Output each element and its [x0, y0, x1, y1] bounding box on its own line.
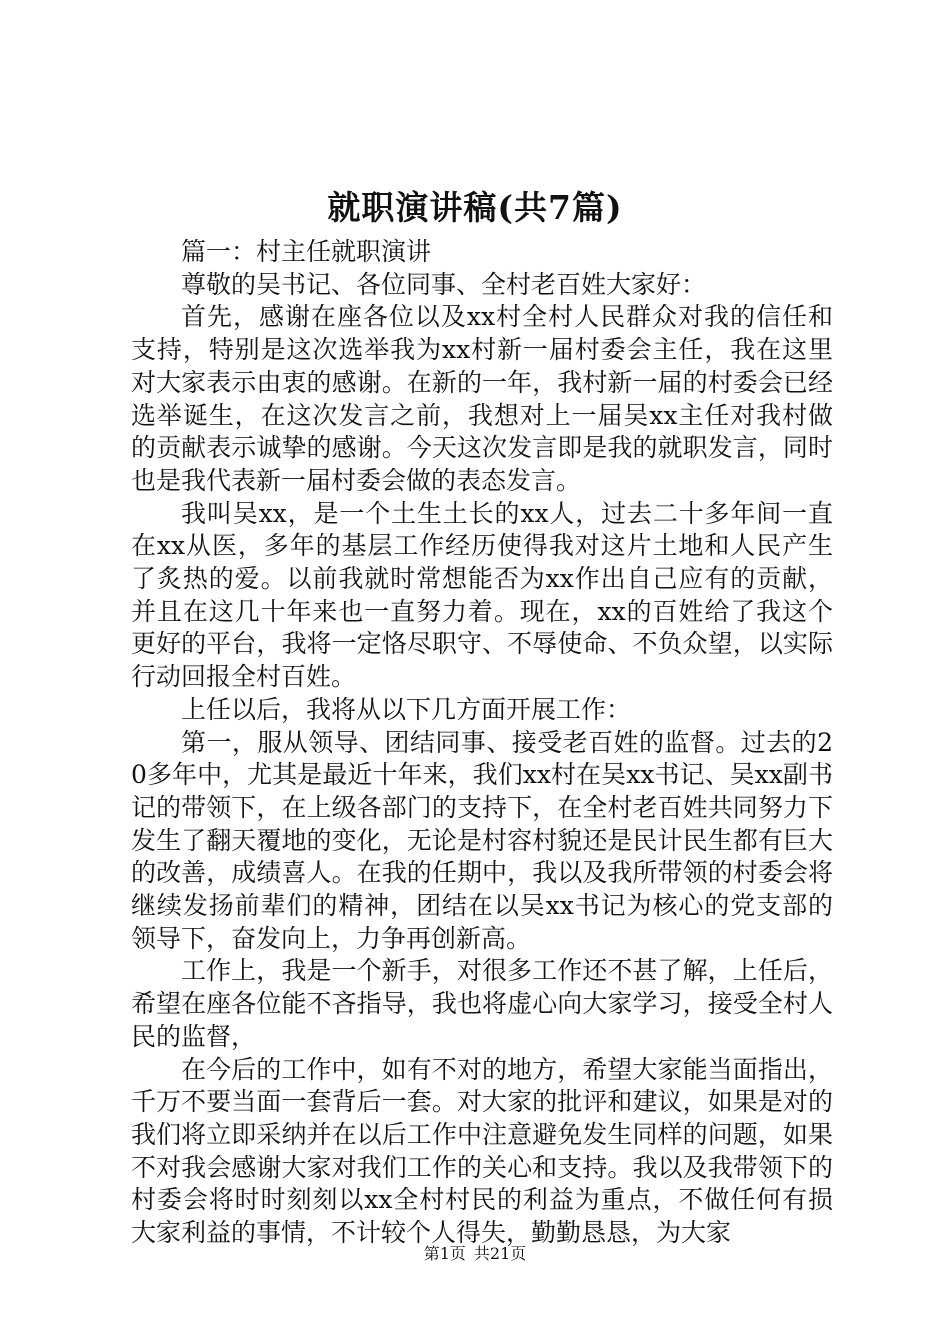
page-footer [0, 1243, 950, 1265]
body-paragraph: 上任以后，我将从以下几方面开展工作： [181, 694, 632, 724]
page-total: 共21页 [473, 1244, 527, 1263]
body-paragraph: 我叫吴xx，是一个土生土长的xx人，过去二十多年间一直在xx从医，多年的基层工作经历使得我对这片土地和人民产生了炙热的爱。以前我就时常想能否为xx作出自己应有的贡献，并且在这几十年来也一直努力着。现在，xx的百姓给了我这个更好的平台，我将一定恪尽职守、不辱使命、不负众望，以实际行动回报全村百姓。 [131, 498, 833, 692]
body-paragraph: 首先，感谢在座各位以及xx村全村人民群众对我的信任和支持，特别是这次选举我为xx村新一届村委会主任，我在这里对大家表示由衷的感谢。在新的一年，我村新一届的村委会已经选举诞生，在这次发言之前，我想对上一届吴xx主任对我村做的贡献表示诚挚的感谢。今天这次发言即是我的就职发言，同时也是我代表新一届村委会做的表态发言。 [131, 302, 833, 495]
document-body [131, 236, 833, 1250]
body-paragraph: 工作上，我是一个新手，对很多工作还不甚了解，上任后，希望在座各位能不吝指导，我也将虚心向大家学习，接受全村人民的监督， [131, 956, 833, 1051]
salutation: 尊敬的吴书记、各位同事、全村老百姓大家好： [181, 269, 707, 299]
body-paragraph: 第一，服从领导、团结同事、接受老百姓的监督。过去的20多年中，尤其是最近十年来，我们xx村在吴xx书记、吴xx副书记的带领下，在上级各部门的支持下，在全村老百姓共同努力下发生了翻天覆地的变化，无论是村容村貌还是民计民生都有巨大的改善，成绩喜人。在我的任期中，我以及我所带领的村委会将继续发扬前辈们的精神，团结在以吴xx书记为核心的党支部的领导下，奋发向上，力争再创新高。 [131, 727, 833, 953]
body-paragraph: 在今后的工作中，如有不对的地方，希望大家能当面指出，千万不要当面一套背后一套。对大家的批评和建议，如果是对的我们将立即采纳并在以后工作中注意避免发生同样的问题，如果不对我会感谢大家对我们工作的关心和支持。我以及我带领下的村委会将时时刻刻以xx全村村民的利益为重点，不做任何有损大家利益的事情，不计较个人得失，勤勤恳恳，为大家 [131, 1054, 833, 1248]
document-title: 就职演讲稿(共7篇) [327, 188, 623, 227]
page-number: 第1页 [423, 1244, 466, 1263]
section-heading: 篇一：村主任就职演讲 [181, 237, 432, 266]
